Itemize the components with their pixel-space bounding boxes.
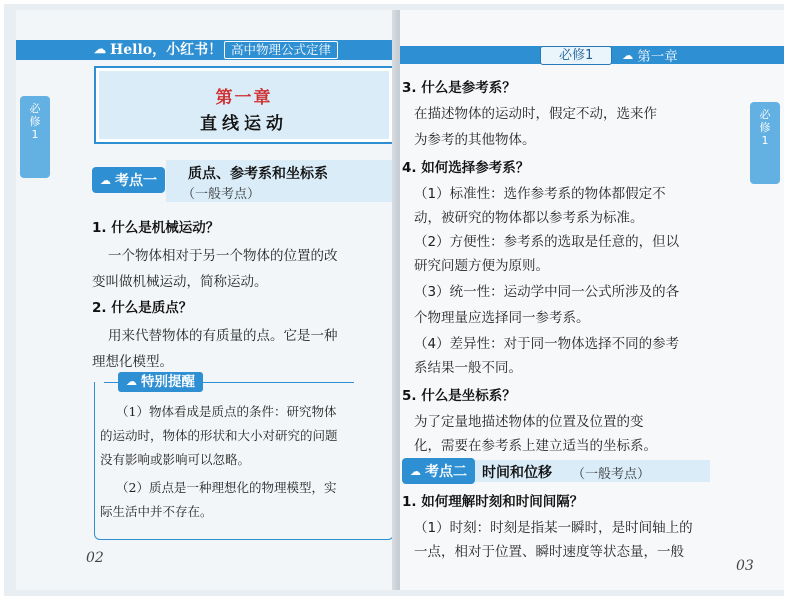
q4-line-1: （1）标准性：选作参考系的物体都假定不: [414, 186, 666, 202]
kaodian2-label-text: 考点二: [425, 464, 467, 480]
cloud-logo-icon: ☁: [94, 42, 106, 56]
question-1: 1. 什么是机械运动？: [92, 220, 220, 236]
q3-line-2: 为参考的其他物体。: [414, 132, 536, 148]
chapter-tag: [622, 45, 678, 65]
q4-line-2: 动，被研究的物体都以参考系为标准。: [414, 210, 644, 226]
tip-line-3: 没有影响或影响可以忽略。: [100, 452, 251, 467]
tip-line-5: 际生活中并不存在。: [100, 504, 213, 519]
brand-text: Hello，小红书！: [110, 42, 223, 58]
question-4: 4. 如何选择参考系？: [402, 160, 530, 176]
tip-header: [104, 372, 354, 392]
q1-line-2: 变叫做机械运动，简称运动。: [92, 274, 268, 290]
book-title: 高中物理公式定律: [224, 41, 338, 59]
chapter-tag-text: 第一章: [637, 49, 678, 65]
cloud-logo-icon: ☁: [622, 48, 634, 62]
page-number-left: 02: [86, 550, 104, 566]
chapter-title: 直线运动: [200, 114, 288, 134]
q4-line-4: 研究问题方便为原则。: [414, 258, 549, 274]
question-5: 5. 什么是坐标系？: [402, 388, 516, 404]
cloud-logo-icon: ☁: [126, 375, 137, 388]
tip-label: 特别提醒: [141, 374, 195, 390]
q2-line-1-text: 用来代替物体的有质量的点。它是一种: [108, 328, 338, 344]
q1-line-1: 一个物体相对于另一个物体的位置的改: [108, 248, 338, 264]
kaodian1-topic-box: [166, 160, 398, 202]
kaodian2-topic-box: [470, 460, 710, 482]
side-tab-label: 必 修 1: [29, 102, 41, 141]
kaodian1-topic: 质点、参考系和坐标系: [188, 166, 328, 182]
kaodian2-level: （一般考点）: [572, 467, 651, 482]
side-tab-label: 必 修 1: [759, 108, 771, 147]
kaodian2-label: [402, 458, 475, 484]
cloud-logo-icon: ☁: [410, 464, 421, 478]
tip-line-4: （2）质点是一种理想化的物理模型，实: [116, 480, 337, 495]
q4-line-5: （3）统一性：运动学中同一公式所涉及的各: [414, 284, 680, 300]
brand-tag: [94, 38, 222, 60]
q2-line-2: 理想化模型。: [92, 354, 173, 370]
kaodian1-level: （一般考点）: [182, 187, 261, 202]
tip-line-1: （1）物体看成是质点的条件：研究物体: [116, 404, 337, 419]
kaodian2-topic: 时间和位移: [482, 465, 552, 481]
question-3: 3. 什么是参考系？: [402, 80, 516, 96]
side-tab-left: [20, 96, 50, 178]
q6-line-1: （1）时刻：时刻是指某一瞬时，是时间轴上的: [414, 520, 693, 536]
side-tab-right: [750, 102, 780, 184]
question-2: 2. 什么是质点？: [92, 300, 193, 316]
q2-line-1: [108, 324, 338, 344]
chapter-number: 第一章: [215, 88, 273, 108]
chapter-box-inner: [99, 71, 389, 139]
q4-line-6: 个物理量应选择同一参考系。: [414, 310, 590, 326]
kaodian1-label: [92, 167, 165, 193]
question-6: 1. 如何理解时刻和时间间隔？: [402, 494, 584, 510]
q4-line-7: （4）差异性：对于同一物体选择不同的参考: [414, 336, 680, 352]
page-number-right: 03: [736, 558, 754, 574]
right-header-tags: [540, 44, 678, 66]
tip-line-2: 的运动时，物体的形状和大小对研究的问题: [100, 428, 338, 443]
left-page: [16, 10, 398, 590]
chapter-box: [94, 66, 394, 144]
q4-line-8: 系结果一般不同。: [414, 360, 522, 376]
q5-line-1: 为了定量地描述物体的位置及位置的变: [414, 414, 644, 430]
cloud-logo-icon: ☁: [100, 173, 111, 187]
q5-line-2: 化，需要在参考系上建立适当的坐标系。: [414, 438, 657, 454]
book-volume-tag: 必修1: [540, 46, 612, 65]
kaodian1-label-text: 考点一: [115, 173, 157, 189]
right-page: [400, 10, 784, 590]
q3-line-1: 在描述物体的运动时，假定不动，选来作: [414, 106, 657, 122]
q4-line-3: （2）方便性：参考系的选取是任意的，但以: [414, 234, 680, 250]
book-spread: [4, 4, 784, 596]
tip-badge: [118, 372, 203, 392]
q6-line-2: 一点，相对于位置、瞬时速度等状态量，一般: [414, 544, 684, 560]
